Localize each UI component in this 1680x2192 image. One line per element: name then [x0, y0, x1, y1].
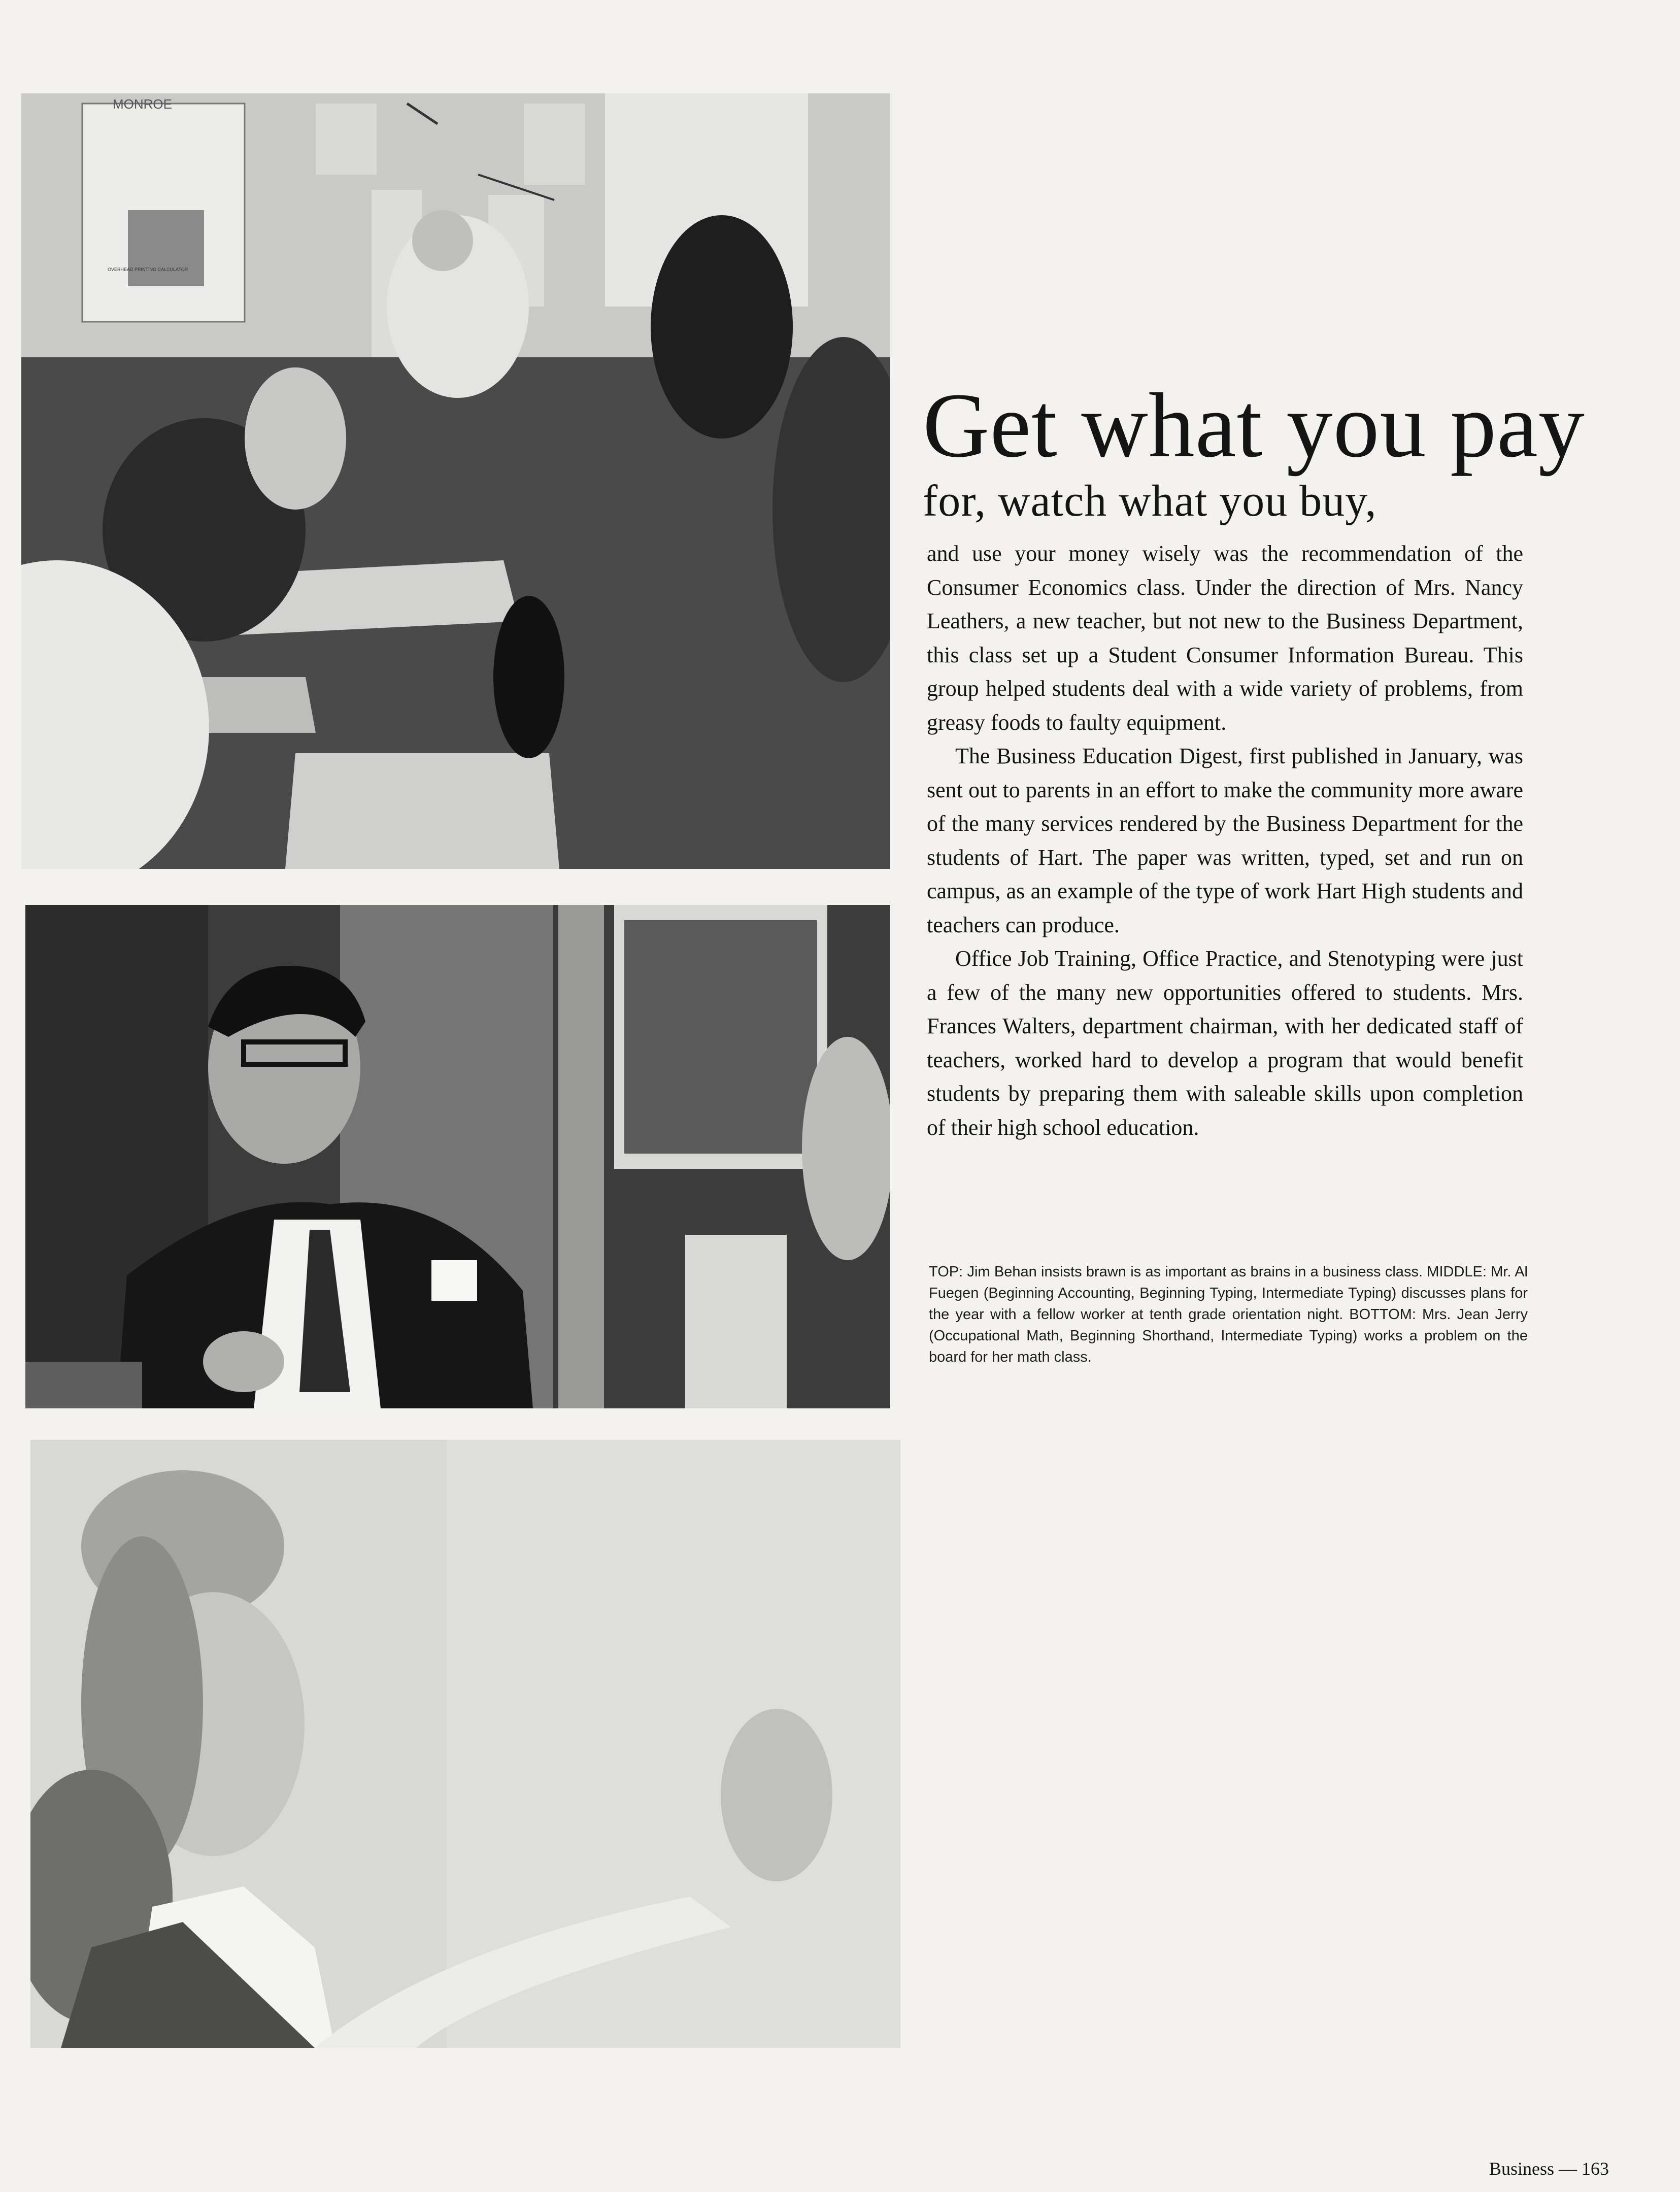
photo-middle-teacher [25, 905, 890, 1408]
headline-line-1: Get what you pay [923, 375, 1585, 477]
classroom-photo-graphic [21, 93, 890, 869]
headline [923, 375, 1585, 526]
body-paragraph-2: The Business Education Digest, first published in January, was sent out to parents in an effort to make the community more aware of the many services rendered by the Business Department for the students of Hart. The paper was written, typed, set and run on campus, as an example of the type of work Hart High students and teachers can produce. [927, 744, 1523, 937]
teacher-at-board-graphic [30, 1440, 900, 2048]
headline-line-2: for, watch what you buy, [923, 477, 1377, 526]
photo-caption: TOP: Jim Behan insists brawn is as important as brains in a business class. MIDDLE: Mr. Al Fuegen (Beginning Accounting, Beginning Typing, Intermediate Typing) discusses plans for the year with a fellow worker at tenth grade orientation night. BOTTOM: Mrs. Jean Jerry (Occupational Math, Beginning Shorthand, Intermediate Typing) works a problem on the board for her math class. [929, 1264, 1528, 1365]
page-folio: Business — 163 [1489, 2159, 1609, 2179]
article-body [927, 537, 1523, 1144]
poster-brand: MONROE [113, 96, 172, 112]
teacher-portrait-graphic [25, 905, 890, 1408]
photo-bottom-teacher [30, 1440, 900, 2048]
body-paragraph-1: and use your money wisely was the recommendation of the Consumer Economics class. Under the direction of Mrs. Nancy Leathers, a new teacher, but not new to the Business Department, this class set up a Student Consumer Information Bureau. This group helped students deal with a wide variety of problems, from greasy foods to faulty equipment. [927, 541, 1523, 735]
photo-top-classroom [21, 93, 890, 869]
body-paragraph-3: Office Job Training, Office Practice, and Stenotyping were just a few of the many new opportunities offered to students. Mrs. Frances Walters, department chairman, with her dedicated staff of teachers, worked hard to develop a program that would benefit students by preparing them with saleable skills upon completion of their high school education. [927, 946, 1523, 1140]
poster-caption: OVERHEAD PRINTING CALCULATOR [108, 267, 188, 272]
